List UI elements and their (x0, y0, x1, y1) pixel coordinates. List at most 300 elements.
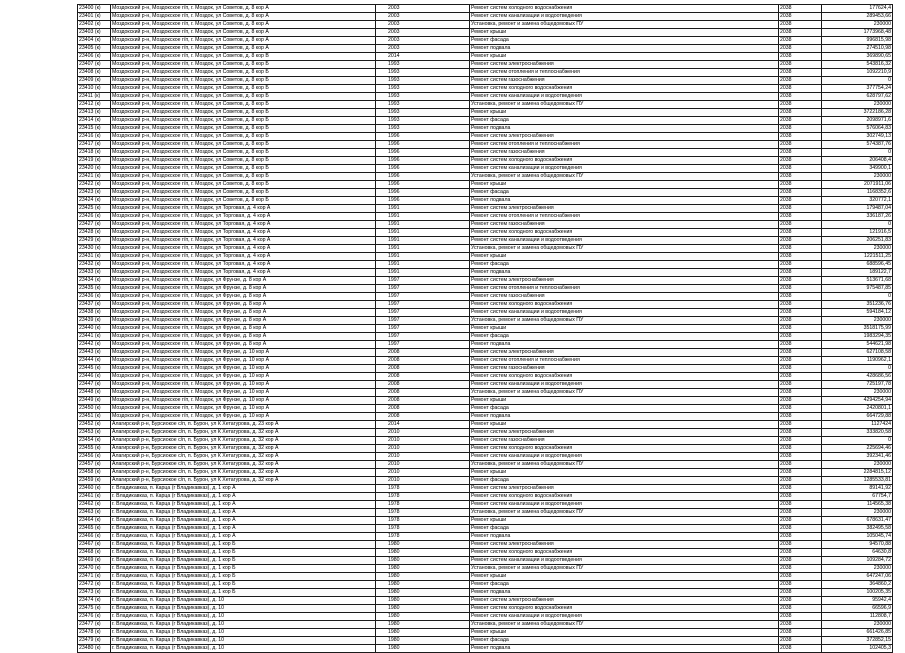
table-row (78, 589, 893, 597)
address: г. Владикавказ, п. Карца (г Владикавказ), д. 10 (112, 597, 224, 603)
work-type: Ремонт систем газоснабжения (471, 77, 545, 83)
table-row (78, 605, 893, 613)
row-id-cell (78, 317, 111, 325)
row-id: 23423 (к) (79, 189, 101, 195)
build-year: 1980 (388, 605, 400, 611)
row-id-cell (78, 613, 111, 621)
row-id: 23454 (к) (79, 437, 101, 443)
table-row (78, 621, 893, 629)
work-type: Ремонт крыши (471, 325, 507, 331)
row-id: 23435 (к) (79, 285, 101, 291)
plan-year: 2038 (780, 509, 792, 515)
cost: 1092210,9 (866, 69, 891, 75)
cost: 1190962,1 (866, 357, 891, 363)
build-year-cell (376, 133, 470, 141)
cost: 574387,76 (866, 141, 891, 147)
row-id-cell (78, 517, 111, 525)
work-type: Ремонт систем холодного водоснабжения (471, 229, 573, 235)
plan-year-cell (779, 21, 822, 29)
row-id-cell (78, 301, 111, 309)
cost: 688596,45 (866, 261, 891, 267)
build-year: 1978 (388, 517, 400, 523)
build-year-cell (376, 645, 470, 653)
row-id-cell (78, 77, 111, 85)
plan-year: 2038 (780, 165, 792, 171)
work-type-cell (470, 53, 779, 61)
cost: 320772,1 (869, 197, 891, 203)
cost-cell (822, 429, 893, 437)
build-year: 1993 (388, 69, 400, 75)
cost-cell (822, 541, 893, 549)
build-year-cell (376, 597, 470, 605)
cost-cell (822, 461, 893, 469)
address: Моздокский р-н, Моздокское г/п, г. Моздок, ул Торговая, д. 4 кор А (112, 269, 271, 275)
row-id: 23411 (к) (79, 93, 101, 99)
plan-year-cell (779, 541, 822, 549)
plan-year: 2038 (780, 469, 792, 475)
work-type-cell (470, 541, 779, 549)
plan-year-cell (779, 333, 822, 341)
plan-year: 2038 (780, 245, 792, 251)
build-year: 1996 (388, 197, 400, 203)
work-type-cell (470, 109, 779, 117)
address: г. Владикавказ, п. Карца (г Владикавказ), д. 10 (112, 605, 224, 611)
row-id-cell (78, 573, 111, 581)
address: г. Владикавказ, п. Карца (г Владикавказ), д. 1 кор Б (112, 589, 236, 595)
row-id: 23477 (к) (79, 621, 101, 627)
work-type-cell (470, 293, 779, 301)
table-row (78, 445, 893, 453)
build-year: 1980 (388, 597, 400, 603)
work-type: Ремонт крыши (471, 421, 507, 427)
address: Моздокский р-н, Моздокское г/п, г. Моздок, ул Торговая, д. 4 кор А (112, 261, 271, 267)
address-cell (111, 621, 376, 629)
build-year-cell (376, 421, 470, 429)
cost: 67754,7 (872, 493, 891, 499)
build-year: 1980 (388, 645, 400, 651)
cost-cell (822, 197, 893, 205)
plan-year: 2038 (780, 293, 792, 299)
work-type: Ремонт подвала (471, 341, 511, 347)
work-type-cell (470, 309, 779, 317)
work-type-cell (470, 165, 779, 173)
work-type: Ремонт систем электроснабжения (471, 277, 554, 283)
work-type-cell (470, 157, 779, 165)
address: Моздокский р-н, Моздокское г/п, г. Моздок, ул Фрунзе, д. 8 кор А (112, 293, 267, 299)
row-id: 23406 (к) (79, 53, 101, 59)
address: Моздокский р-н, Моздокское г/п, г. Моздок, ул Советов, д. 8 кор Б (112, 61, 269, 67)
address: Моздокский р-н, Моздокское г/п, г. Моздок, ул Советов, д. 8 кор Б (112, 125, 269, 131)
address-cell (111, 117, 376, 125)
cost-cell (822, 149, 893, 157)
row-id-cell (78, 557, 111, 565)
build-year-cell (376, 365, 470, 373)
row-id: 23427 (к) (79, 221, 101, 227)
build-year: 1978 (388, 493, 400, 499)
build-year: 1978 (388, 525, 400, 531)
cost-cell (822, 597, 893, 605)
row-id: 23447 (к) (79, 381, 101, 387)
plan-year: 2038 (780, 533, 792, 539)
build-year-cell (376, 333, 470, 341)
table-row (78, 157, 893, 165)
row-id: 23407 (к) (79, 61, 101, 67)
table-row (78, 557, 893, 565)
row-id: 23460 (к) (79, 485, 101, 491)
row-id-cell (78, 397, 111, 405)
address-cell (111, 277, 376, 285)
work-type-cell (470, 117, 779, 125)
plan-year-cell (779, 189, 822, 197)
cost: 382495,58 (866, 525, 891, 531)
row-id-cell (78, 413, 111, 421)
address-cell (111, 453, 376, 461)
row-id-cell (78, 453, 111, 461)
plan-year: 2038 (780, 157, 792, 163)
address: г. Владикавказ, п. Карца (г Владикавказ), д. 1 кор А (112, 509, 236, 515)
plan-year: 2038 (780, 229, 792, 235)
cost: 121916,5 (869, 229, 891, 235)
cost: 664729,88 (866, 413, 891, 419)
row-id: 23421 (к) (79, 173, 101, 179)
row-id: 23422 (к) (79, 181, 101, 187)
work-type-cell (470, 453, 779, 461)
row-id: 23429 (к) (79, 237, 101, 243)
address: Алагирский р-н, Бурсиокое с/п, п. Бурон, ул К Хетагурова, д. 23 кор А (112, 421, 279, 427)
plan-year-cell (779, 277, 822, 285)
row-id: 23458 (к) (79, 469, 101, 475)
address: г. Владикавказ, п. Карца (г Владикавказ), д. 1 кор Б (112, 549, 236, 555)
cost: 576064,83 (866, 125, 891, 131)
address-cell (111, 157, 376, 165)
address: Моздокский р-н, Моздокское г/п, г. Моздок, ул Торговая, д. 4 кор А (112, 221, 271, 227)
cost: 225694,46 (866, 445, 891, 451)
work-type-cell (470, 365, 779, 373)
address: г. Владикавказ, п. Карца (г Владикавказ), д. 10 (112, 613, 224, 619)
row-id: 23456 (к) (79, 453, 101, 459)
address: г. Владикавказ, п. Карца (г Владикавказ), д. 10 (112, 629, 224, 635)
plan-year: 2038 (780, 333, 792, 339)
build-year: 2003 (388, 45, 400, 51)
address: Моздокский р-н, Моздокское г/п, г. Моздок, ул Торговая, д. 4 кор А (112, 205, 271, 211)
address: г. Владикавказ, п. Карца (г Владикавказ), д. 1 кор А (112, 533, 236, 539)
table-row (78, 533, 893, 541)
work-type-cell (470, 61, 779, 69)
work-type: Установка, ремонт и замена общедомовых ПУ (471, 101, 584, 107)
build-year: 1980 (388, 549, 400, 555)
build-year-cell (376, 165, 470, 173)
work-type-cell (470, 21, 779, 29)
table-row (78, 349, 893, 357)
row-id: 23462 (к) (79, 501, 101, 507)
build-year: 2010 (388, 453, 400, 459)
row-id-cell (78, 501, 111, 509)
work-type: Ремонт фасада (471, 525, 509, 531)
work-type: Установка, ремонт и замена общедомовых ПУ (471, 245, 584, 251)
cost: 230000 (873, 101, 891, 107)
row-id-cell (78, 197, 111, 205)
plan-year-cell (779, 421, 822, 429)
address-cell (111, 517, 376, 525)
build-year-cell (376, 325, 470, 333)
cost: 1773968,48 (863, 29, 891, 35)
plan-year-cell (779, 285, 822, 293)
row-id-cell (78, 373, 111, 381)
build-year: 1993 (388, 101, 400, 107)
plan-year: 2038 (780, 573, 792, 579)
row-id: 23417 (к) (79, 141, 101, 147)
table-row (78, 29, 893, 37)
plan-year-cell (779, 309, 822, 317)
address-cell (111, 501, 376, 509)
plan-year: 2038 (780, 5, 792, 11)
build-year-cell (376, 53, 470, 61)
table-row (78, 61, 893, 69)
address: г. Владикавказ, п. Карца (г Владикавказ), д. 1 кор А (112, 517, 236, 523)
row-id-cell (78, 445, 111, 453)
work-type-cell (470, 181, 779, 189)
build-year: 1997 (388, 341, 400, 347)
row-id: 23468 (к) (79, 549, 101, 555)
row-id: 23442 (к) (79, 341, 101, 347)
row-id: 23453 (к) (79, 429, 101, 435)
address: Алагирский р-н, Бурсиокое с/п, п. Бурон, ул К Хетагурова, д. 32 кор А (112, 461, 279, 467)
row-id: 23466 (к) (79, 533, 101, 539)
cost-cell (822, 85, 893, 93)
address: г. Владикавказ, п. Карца (г Владикавказ), д. 10 (112, 621, 224, 627)
cost-cell (822, 333, 893, 341)
address-cell (111, 173, 376, 181)
table-row (78, 381, 893, 389)
build-year-cell (376, 221, 470, 229)
plan-year: 2038 (780, 453, 792, 459)
cost-cell (822, 613, 893, 621)
plan-year: 2038 (780, 13, 792, 19)
work-type-cell (470, 333, 779, 341)
plan-year-cell (779, 613, 822, 621)
plan-year: 2038 (780, 389, 792, 395)
row-id: 23451 (к) (79, 413, 101, 419)
plan-year-cell (779, 605, 822, 613)
cost-cell (822, 93, 893, 101)
row-id: 23431 (к) (79, 253, 101, 259)
address: Моздокский р-н, Моздокское г/п, г. Моздок, ул Торговая, д. 4 кор А (112, 245, 271, 251)
table-row (78, 613, 893, 621)
row-id-cell (78, 125, 111, 133)
plan-year: 2038 (780, 149, 792, 155)
plan-year-cell (779, 581, 822, 589)
build-year: 1997 (388, 333, 400, 339)
cost-cell (822, 373, 893, 381)
build-year-cell (376, 517, 470, 525)
build-year: 1993 (388, 117, 400, 123)
work-type-cell (470, 445, 779, 453)
plan-year: 2038 (780, 221, 792, 227)
build-year: 2003 (388, 21, 400, 27)
cost: 66596,9 (872, 605, 891, 611)
build-year: 1996 (388, 189, 400, 195)
cost-cell (822, 309, 893, 317)
cost: 647247,06 (866, 573, 891, 579)
cost-cell (822, 29, 893, 37)
table-row (78, 269, 893, 277)
build-year-cell (376, 589, 470, 597)
cost-cell (822, 349, 893, 357)
cost: 302749,13 (866, 133, 891, 139)
work-type: Ремонт систем электроснабжения (471, 541, 554, 547)
plan-year: 2038 (780, 117, 792, 123)
address-cell (111, 549, 376, 557)
row-id-cell (78, 325, 111, 333)
cost: 377754,24 (866, 85, 891, 91)
build-year-cell (376, 493, 470, 501)
build-year: 2010 (388, 429, 400, 435)
table-row (78, 53, 893, 61)
build-year-cell (376, 157, 470, 165)
row-id: 23415 (к) (79, 125, 101, 131)
build-year: 2008 (388, 373, 400, 379)
row-id-cell (78, 605, 111, 613)
build-year: 2008 (388, 413, 400, 419)
address-cell (111, 69, 376, 77)
plan-year-cell (779, 381, 822, 389)
plan-year-cell (779, 461, 822, 469)
plan-year: 2038 (780, 581, 792, 587)
work-type: Ремонт систем канализации и водоотведения (471, 93, 582, 99)
cost: 3722186,28 (863, 109, 891, 115)
cost: 628797,62 (866, 93, 891, 99)
row-id: 23446 (к) (79, 373, 101, 379)
plan-year-cell (779, 437, 822, 445)
work-type: Ремонт фасада (471, 637, 509, 643)
build-year: 1991 (388, 261, 400, 267)
work-type: Ремонт систем канализации и водоотведения (471, 13, 582, 19)
build-year-cell (376, 141, 470, 149)
address-cell (111, 189, 376, 197)
build-year-cell (376, 277, 470, 285)
build-year: 2008 (388, 389, 400, 395)
row-id: 23416 (к) (79, 133, 101, 139)
cost: 3518175,99 (863, 325, 891, 331)
work-type-cell (470, 533, 779, 541)
build-year: 1996 (388, 149, 400, 155)
address-cell (111, 605, 376, 613)
cost: 336187,26 (866, 213, 891, 219)
work-type: Ремонт крыши (471, 253, 507, 259)
work-type-cell (470, 429, 779, 437)
cost-cell (822, 21, 893, 29)
row-id-cell (78, 45, 111, 53)
work-type: Ремонт систем электроснабжения (471, 349, 554, 355)
address: Моздокский р-н, Моздокское г/п, г. Моздок, ул Советов, д. 8 кор Б (112, 181, 269, 187)
plan-year-cell (779, 517, 822, 525)
cost-cell (822, 621, 893, 629)
row-id: 23475 (к) (79, 605, 101, 611)
plan-year-cell (779, 181, 822, 189)
table-row (78, 493, 893, 501)
cost-cell (822, 69, 893, 77)
address-cell (111, 365, 376, 373)
build-year: 2008 (388, 365, 400, 371)
plan-year: 2038 (780, 397, 792, 403)
work-type: Ремонт систем газоснабжения (471, 149, 545, 155)
address: Моздокский р-н, Моздокское г/п, г. Моздок, ул Советов, д. 8 кор Б (112, 69, 269, 75)
work-type-cell (470, 245, 779, 253)
address-cell (111, 397, 376, 405)
cost: 230000 (873, 245, 891, 251)
row-id-cell (78, 461, 111, 469)
table-row (78, 37, 893, 45)
cost-cell (822, 5, 893, 13)
work-type: Ремонт систем канализации и водоотведения (471, 501, 582, 507)
plan-year-cell (779, 629, 822, 637)
cost-cell (822, 573, 893, 581)
cost: 230000 (873, 389, 891, 395)
build-year: 1980 (388, 637, 400, 643)
cost-cell (822, 317, 893, 325)
plan-year: 2038 (780, 29, 792, 35)
work-type: Ремонт подвала (471, 125, 511, 131)
address-cell (111, 5, 376, 13)
work-type: Ремонт систем холодного водоснабжения (471, 605, 573, 611)
plan-year-cell (779, 149, 822, 157)
build-year-cell (376, 357, 470, 365)
work-type: Ремонт крыши (471, 397, 507, 403)
address: Моздокский р-н, Моздокское г/п, г. Моздок, ул Советов, д. 8 кор Б (112, 93, 269, 99)
address: Моздокский р-н, Моздокское г/п, г. Моздок, ул Советов, д. 8 кор Б (112, 133, 269, 139)
cost-cell (822, 237, 893, 245)
address-cell (111, 237, 376, 245)
build-year: 1980 (388, 581, 400, 587)
row-id: 23452 (к) (79, 421, 101, 427)
address-cell (111, 461, 376, 469)
table-row (78, 181, 893, 189)
build-year-cell (376, 477, 470, 485)
table-row (78, 189, 893, 197)
row-id: 23413 (к) (79, 109, 101, 115)
plan-year-cell (779, 61, 822, 69)
row-id: 23419 (к) (79, 157, 101, 163)
plan-year: 2038 (780, 133, 792, 139)
table-row (78, 149, 893, 157)
address: Моздокский р-н, Моздокское г/п, г. Моздок, ул Фрунзе, д. 8 кор А (112, 309, 267, 315)
work-type: Ремонт крыши (471, 629, 507, 635)
cost-cell (822, 45, 893, 53)
build-year: 1991 (388, 229, 400, 235)
build-year-cell (376, 461, 470, 469)
plan-year-cell (779, 645, 822, 653)
work-type-cell (470, 413, 779, 421)
work-type: Ремонт систем отопления и теплоснабжения (471, 141, 580, 147)
address: Моздокский р-н, Моздокское г/п, г. Моздок, ул Фрунзе, д. 10 кор А (112, 413, 270, 419)
build-year-cell (376, 189, 470, 197)
cost-cell (822, 221, 893, 229)
build-year: 1991 (388, 205, 400, 211)
row-id-cell (78, 133, 111, 141)
row-id-cell (78, 541, 111, 549)
work-type-cell (470, 509, 779, 517)
address-cell (111, 437, 376, 445)
plan-year-cell (779, 245, 822, 253)
table-row (78, 261, 893, 269)
plan-year-cell (779, 5, 822, 13)
table-row (78, 229, 893, 237)
build-year-cell (376, 101, 470, 109)
cost: 289453,66 (866, 13, 891, 19)
row-id: 23433 (к) (79, 269, 101, 275)
row-id-cell (78, 109, 111, 117)
cost-cell (822, 189, 893, 197)
